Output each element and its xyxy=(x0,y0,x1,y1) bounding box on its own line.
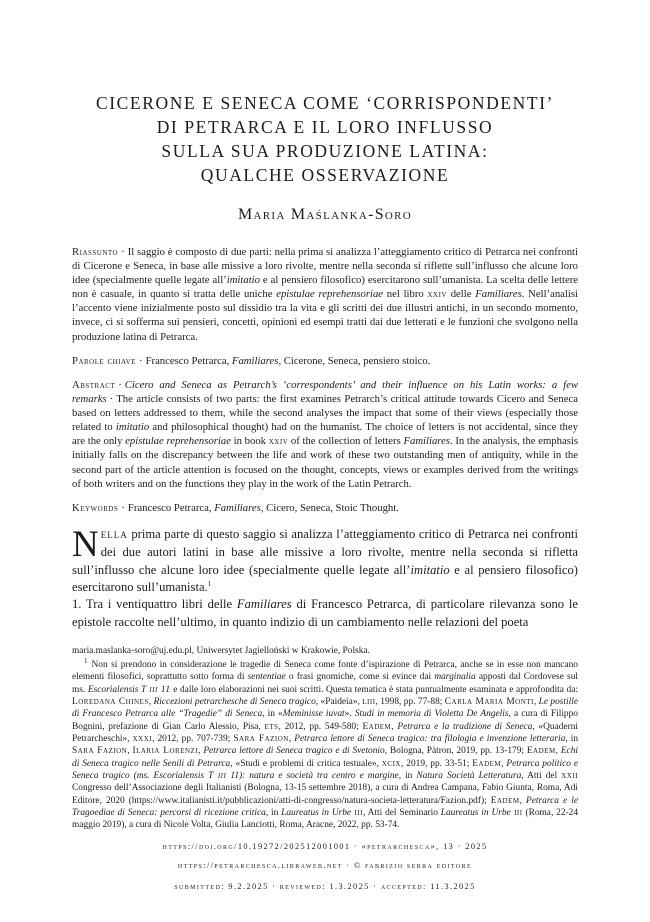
footnote-text: , xyxy=(198,746,204,757)
footnote-text: ». xyxy=(344,709,355,720)
footnote-text: , in xyxy=(565,734,579,745)
keywords-familiares: Familiares xyxy=(214,502,261,514)
abstract-title: Cicero and Seneca as Petrarch’s ‘correspondents’ and their influence on his Latin works: a few remarks xyxy=(72,379,578,406)
abstract xyxy=(72,378,578,491)
footnote-italic: Laureatus in Urbe xyxy=(440,808,511,819)
footnote-volume: iii xyxy=(351,808,363,819)
abstract-sep: · xyxy=(118,379,122,391)
footnote-author: Carla Maria Monti xyxy=(444,697,534,708)
footnote-italic: Petrarca lettore di Seneca tragico: tra filologia e invenzione letteraria xyxy=(294,734,566,745)
riassunto-label: Riassunto xyxy=(72,246,119,258)
riassunto-text: nel libro xyxy=(383,288,428,301)
author-name: Maria Maślanka-Soro xyxy=(237,206,413,223)
footnote-text: , xyxy=(501,758,507,769)
riassunto-book-num: xxiv xyxy=(427,288,447,301)
footnote-author: Eadem xyxy=(526,746,556,757)
footnote-text: , 2019, pp. 33-51; xyxy=(401,758,473,769)
footnote-volume: iii xyxy=(510,808,523,819)
footnote-text: Non si prendono in considerazione le tragedie di Seneca come fonte d’ispirazione di Petrarca, anche se in esse non mancano elementi filosofici, soprattutto sotto forma di xyxy=(72,660,578,683)
section-1-familiares: Familiares xyxy=(236,597,292,611)
keywords xyxy=(72,501,578,515)
footnote-text: apposti dal Cordovese sul ms. xyxy=(72,672,578,695)
footnote-text: , in xyxy=(398,771,417,782)
footnote-text: , a cura di Filippo Bognini, prefazione di Gian Carlo Alessio, Pisa, xyxy=(72,709,578,732)
abstract-sep: · xyxy=(109,393,114,406)
footnote-italic: Petrarca e la tradizione di Seneca xyxy=(397,721,533,732)
footnote-volume: liii xyxy=(362,697,376,708)
footnote-text: , «Quaderni Petrarcheschi», xyxy=(72,721,578,745)
abstract-text: of the collection of letters xyxy=(288,435,404,448)
footnote-author: Ilaria Lorenzi xyxy=(132,746,199,757)
footnote-italic: Le postille di Francesco Petrarca alle “Tragedie” di Seneca xyxy=(72,697,579,720)
intro-paragraph xyxy=(72,526,578,597)
footnote-italic: Natura Società Letteratura xyxy=(416,771,522,782)
footnote-text: (Roma, 22-24 maggio 2019), a cura di Nicole Volta, Giulia Lanciotti, Roma, Aracne, 2022, pp. 53-74. xyxy=(72,808,579,831)
footnote-italic: Petrarca politico e Seneca tragico (ms. Escorialensis T xyxy=(72,758,579,782)
parole-familiares: Familiares xyxy=(231,355,279,367)
parole-chiave xyxy=(72,354,578,368)
intro-text: prima parte di questo saggio si analizza l’atteggiamento critico di Petrarca nei confronti dei due autori latini in base alle missive a loro rivolte, mentre nella seconda si rifletta sull’influsso che alcune loro idee (specialmente quelle legate all’ xyxy=(72,527,578,577)
doi-line[interactable]: https://doi.org/10.19272/202512001001 · «petrarchesca», 13 · 2025 xyxy=(162,842,488,851)
footnote-author: Eadem xyxy=(362,721,392,732)
article-title xyxy=(72,91,578,187)
abstract-text: and philosophical thought) had on the humanist. The choice of letters is not accidental, since they are the only xyxy=(72,421,578,448)
abstract-epistulae: epistulae reprehensoriae xyxy=(125,435,231,448)
footnote-text: , xyxy=(288,734,295,745)
footnote-text: Congresso dell’Associazione degli Italianisti (Bologna, 13-15 settembre 2018), a cura di Andrea Campana, Fabio Giunta, Roma, Adi Editore, 2020 (https://www.italianisti.it/pubblicazioni/atti-di-congresso/natura-societa-letteratura/Fazion.pdf); xyxy=(72,783,578,806)
parole-label: Parole chiave xyxy=(72,355,136,367)
footnote-text: , xyxy=(533,697,539,708)
footnote-italic: iii 11 xyxy=(146,684,171,695)
footnote-italic: 11): natura e società tra centro e margine xyxy=(226,771,399,782)
title-line-2: DI PETRARCA E IL LORO INFLUSSO xyxy=(156,117,494,137)
parole-text: , Cicerone, Seneca, pensiero stoico. xyxy=(278,355,431,367)
footnote-text: , 2012, pp. 549-580; xyxy=(278,721,363,732)
footnote-italic: Meminisse iuvat xyxy=(282,709,345,720)
intro-text: e al pensiero filosofico) esercitarono sull’umanista. xyxy=(72,562,578,595)
abstract-familiares: Familiares xyxy=(403,435,450,448)
keywords-label: Keywords xyxy=(72,502,119,514)
keywords-text: , Cicero, Seneca, Stoic Thought. xyxy=(260,502,399,514)
footnote-text: , xyxy=(555,746,561,757)
title-line-4: QUALCHE OSSERVAZIONE xyxy=(200,165,450,185)
footnote-text: , in xyxy=(265,808,282,819)
footnote-italic: Escorialensis T xyxy=(87,684,147,695)
abstract-label: Abstract xyxy=(72,379,116,391)
abstract-text: . In the analysis, the emphasis initially falls on the discrepancy between the life and work of these two outstanding men of antiquity, while in the second part of the article attention is focused on the thought, concepts, views or examples derived from the writings of both writers and on the functions they play in the work of the Latin Petrarch. xyxy=(72,435,578,490)
footnote-italic: Riccezioni petrarchesche di Seneca tragico xyxy=(153,697,316,708)
footnote-volume: xxxi xyxy=(132,734,153,745)
keywords-text: Francesco Petrarca, xyxy=(127,502,215,514)
abstract-text: in book xyxy=(230,435,269,448)
parole-text: Francesco Petrarca, xyxy=(145,355,232,367)
footnote-ref[interactable]: 1 xyxy=(207,580,212,589)
footnote-author: Loredana Chines xyxy=(72,697,149,708)
section-1-text: di Francesco Petrarca, di particolare rilevanza sono le epistole raccolte nell’ultimo, in quanto indizio di un cambiamento nelle relazioni del poeta xyxy=(72,597,578,629)
riassunto-sep: · xyxy=(121,246,125,258)
footnote-italic: sententiae xyxy=(247,672,286,683)
riassunto-text: Il saggio è composto di due parti: nella prima si analizza l’atteggiamento critico di Petrarca nei confronti di Cicerone e Seneca, in base alle missive a loro rivolte, mentre nella seconda si riflette sull’influsso che alcune loro idee (specialmente quelle legate all’ xyxy=(72,246,578,287)
footnote-text: , Atti del xyxy=(521,771,562,782)
footnote-italic: Studi in memoria di Violetta De Angelis xyxy=(354,709,509,720)
footnote-text: , xyxy=(127,746,133,757)
footnote-author: Eadem xyxy=(472,758,502,769)
footnote-text: , xyxy=(391,721,398,732)
drop-cap: N xyxy=(72,524,99,565)
riassunto-text: delle xyxy=(446,288,476,301)
footnote-text: , 2012, pp. 707-739; xyxy=(152,734,234,745)
footnote-text: , Atti del Seminario xyxy=(362,808,441,819)
footnote-volume: xcix xyxy=(381,758,401,769)
riassunto-text: e al pensiero filosofico) esercitarono sull’umanista. La scelta delle lettere non è casuale, in quanto si tratta delle uniche xyxy=(72,274,579,301)
footnote-italic: Echi di Seneca tragico nelle Senili di Petrarca xyxy=(72,746,579,769)
riassunto-epistulae: epistulae reprehensoriae xyxy=(276,288,384,301)
intro-imitatio: imitatio xyxy=(410,562,450,577)
keywords-sep: · xyxy=(121,502,125,514)
abstract-imitatio: imitatio xyxy=(115,421,150,434)
footnote-text: , «Paideia», xyxy=(315,697,363,708)
footnote-1 xyxy=(72,656,579,832)
footnote-italic: Petrarca e le Tragoediae di Seneca: percorsi di ricezione critica xyxy=(72,795,578,819)
footnote-italic: Petrarca lettore di Seneca tragico e di Svetonio xyxy=(203,746,385,757)
riassunto-familiares: Familiares xyxy=(475,288,522,301)
footnote-italic: marginalia xyxy=(434,672,476,683)
abstract-book-num: xxiv xyxy=(268,435,289,448)
parole-sep: · xyxy=(139,355,143,367)
abstract-text: The article consists of two parts: the first examines Petrarch’s critical attitude towards Cicero and Seneca based on letters addressed to them, while the second analyses the impact that some of their views (especially those related to xyxy=(72,393,578,434)
intro-lead: ella xyxy=(100,527,128,541)
footnote-publisher: ets xyxy=(264,721,279,732)
footnote-italic: iii xyxy=(213,771,227,782)
riassunto-text: . Nell’analisi l’accento viene inizialmente posto sul dissidio tra la vita e gli scritti dei due illustri antichi, in un secondo momento, invece, ci si sofferma sui pensieri, concetti, opinioni ed esempi tratti dai due letterati e le funzioni che svolgono nella produzione latina di Petrarca. xyxy=(72,288,578,343)
title-line-1: CICERONE E SENECA COME ‘CORRISPONDENTI’ xyxy=(95,93,555,113)
footnote-volume: xxii xyxy=(561,771,578,782)
riassunto xyxy=(72,245,578,344)
footnote-italic: Laureatus in Urbe xyxy=(281,808,352,819)
footnote-text: e dalle loro elaborazioni nei suoi scritti. Questa tematica è stata puntualmente esaminata e approfondita da: xyxy=(170,684,578,695)
footnote-text: , «Studi e problemi di critica testuale», xyxy=(230,758,382,769)
footnote-number: 1 xyxy=(84,656,88,665)
footnote-author: Sara Fazion xyxy=(72,746,128,757)
footnote-author: Sara Fazion xyxy=(233,734,289,745)
riassunto-imitatio: imitatio xyxy=(226,274,260,287)
footnote-text: o frasi gnomiche, come si evince dai xyxy=(285,672,435,683)
title-line-3: SULLA SUA PRODUZIONE LATINA: xyxy=(161,141,489,161)
journal-url-line[interactable]: https://petrarchesca.libraweb.net · © fabrizio serra editore xyxy=(177,861,473,870)
footnote-text: , xyxy=(148,697,154,708)
footnote-text: , in « xyxy=(262,709,283,720)
footnote-text: , Bologna, Pàtron, 2019, pp. 13-179; xyxy=(384,746,527,757)
footnote-text: , 1998, pp. 77-88; xyxy=(375,697,445,708)
footnote-text: , xyxy=(519,795,526,806)
section-1-paragraph xyxy=(72,596,578,632)
submission-dates: submitted: 9.2.2025 · reviewed: 1.3.2025 · accepted: 11.3.2025 xyxy=(174,882,476,891)
section-1-text: 1. Tra i ventiquattro libri delle xyxy=(72,597,237,611)
footnote-author: Eadem xyxy=(490,795,520,806)
affiliation: maria.maslanka-soro@uj.edu.pl, Uniwersytet Jagielloński w Krakowie, Polska. xyxy=(72,646,370,656)
